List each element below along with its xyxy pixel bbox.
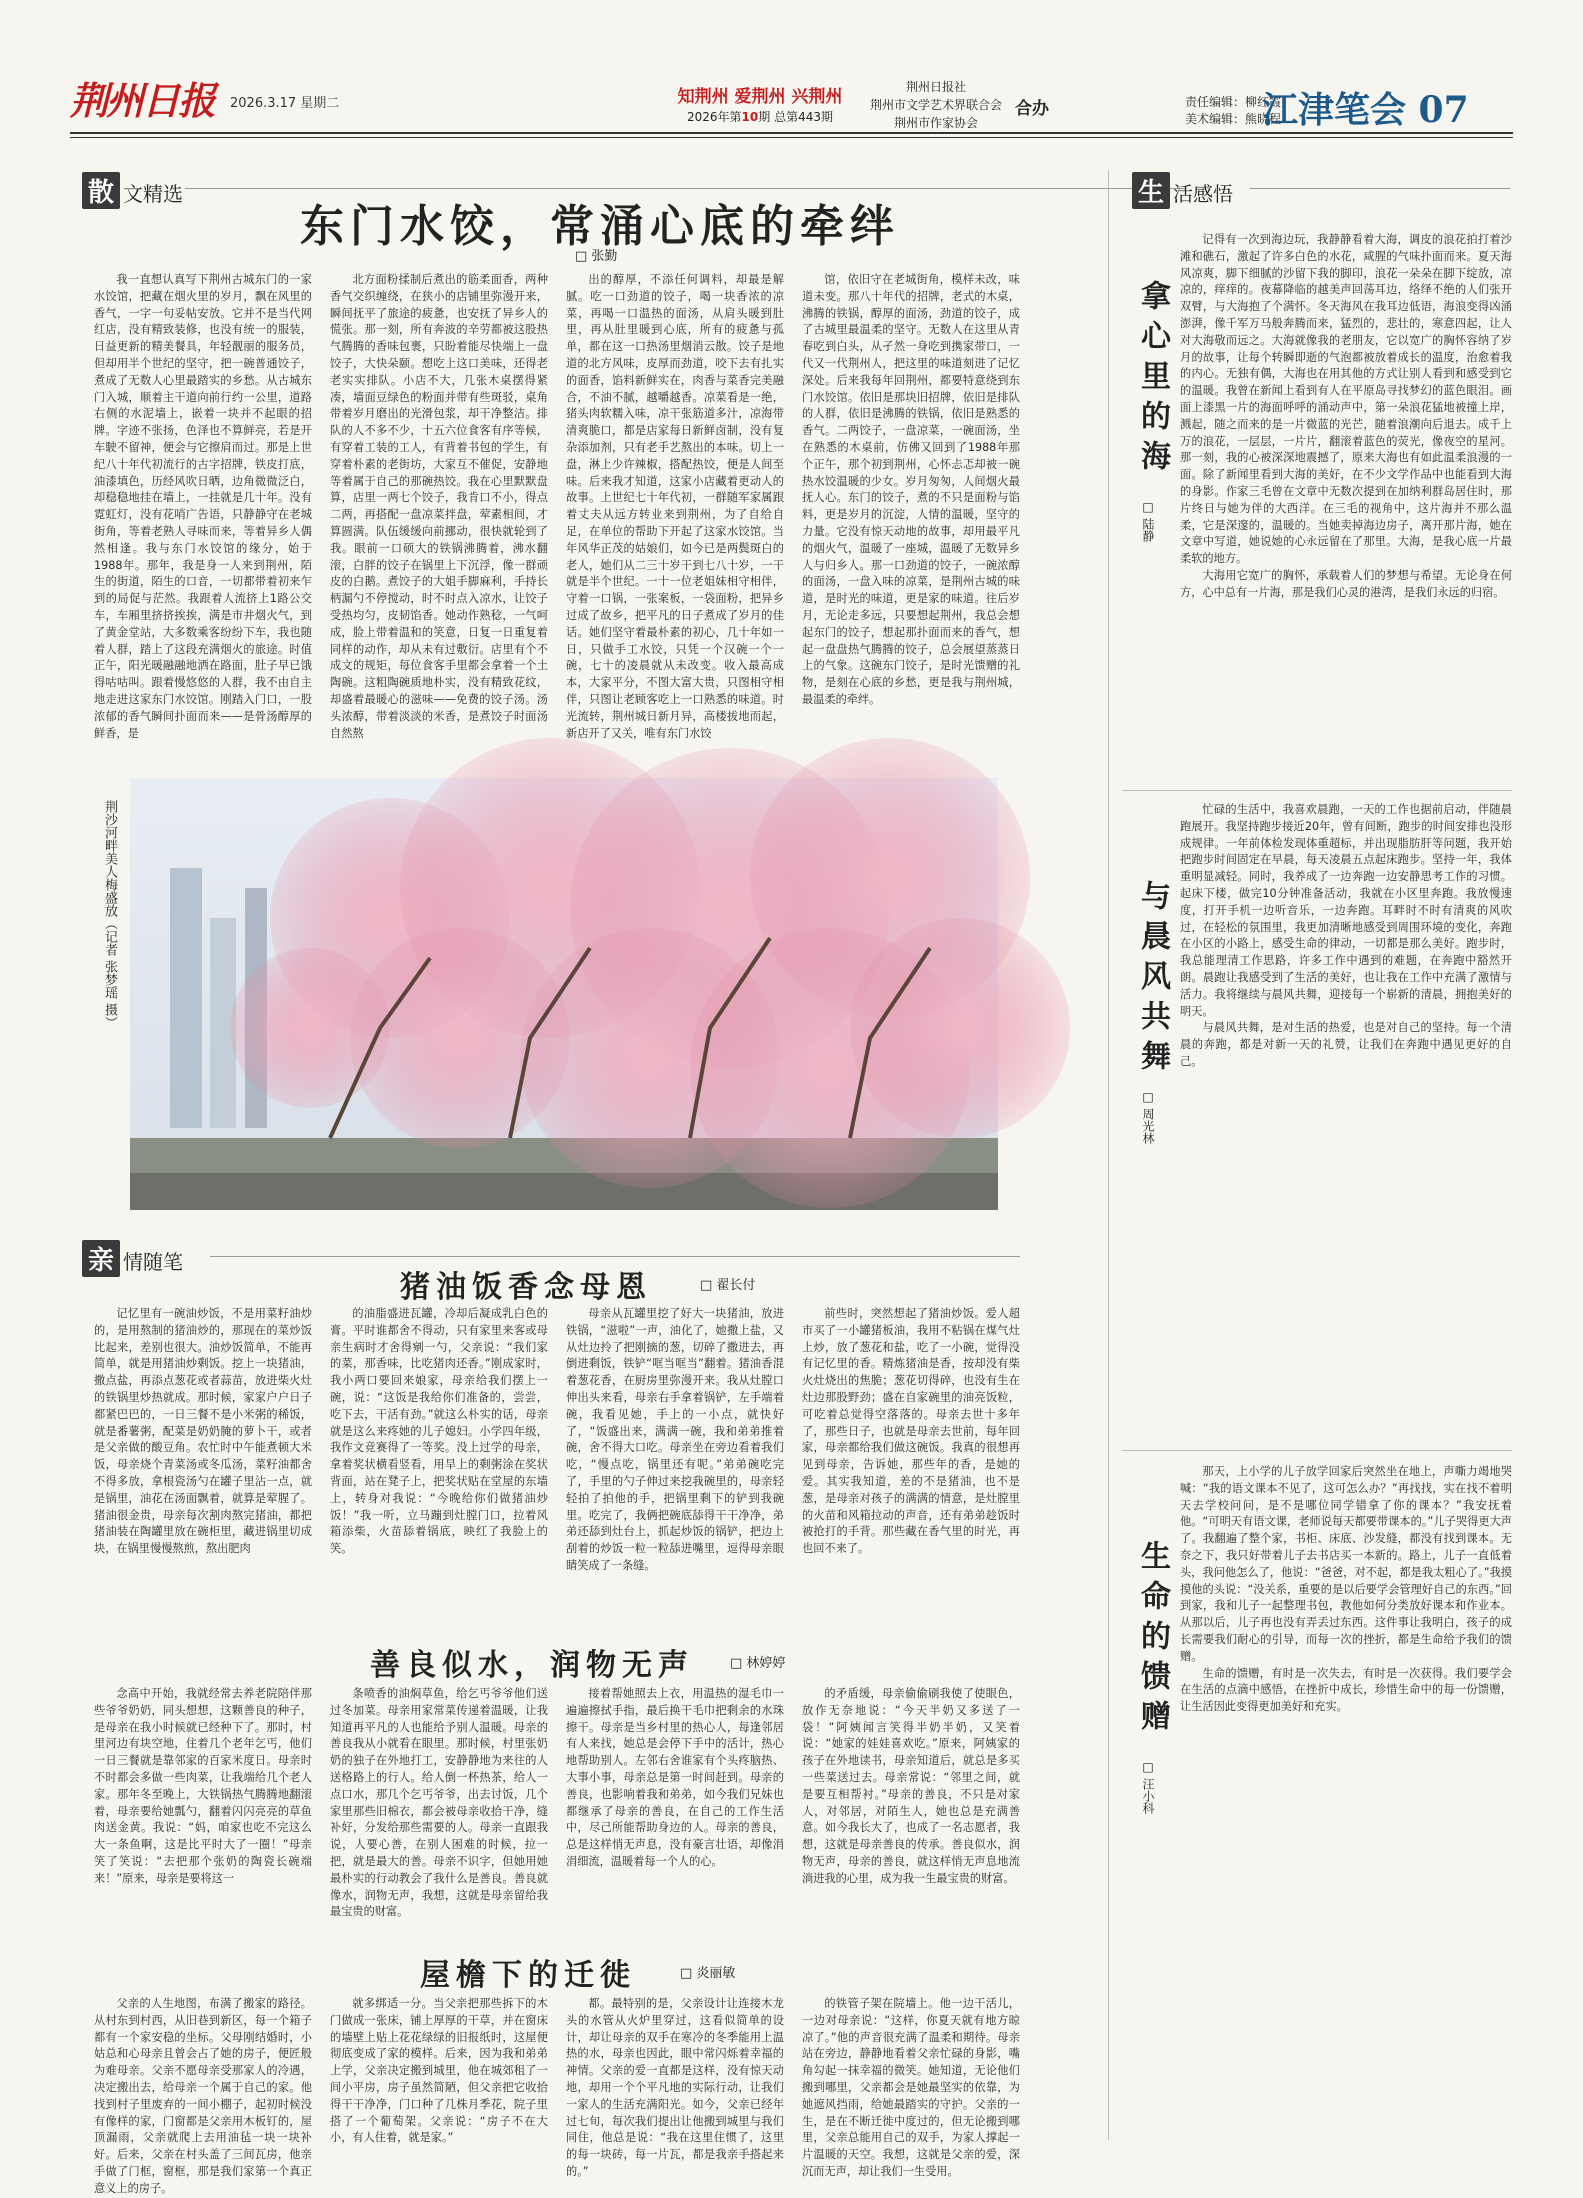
page-header <box>70 70 1513 130</box>
section-line <box>1250 188 1510 189</box>
photo-caption: 荆沙河畔美人梅盛放（记者 张梦瑶 摄） <box>102 800 117 1030</box>
main-article-col-4: 馆，依旧守在老城街角，模样未改，味道未变。那八十年代的招牌，老式的木桌，沸腾的铁锅，醇厚的面汤，劲道的饺子，成了古城里最温柔的坚守。无数人在这里从青春吃到白头，从孑然一身吃到携家带口，一代又一代荆州人，把这里的味道刻进了记忆深处。后来我每年回荆州，都要特意绕到东门水饺馆。依旧是那块旧招牌，依旧是排队的人群，依旧是沸腾的铁锅，依旧是熟悉的香气。二两饺子，一盘凉菜，一碗面汤，坐在熟悉的木桌前，仿佛又回到了1988年那个正午，那个初到荆州，心怀忐忑却被一碗热水饺温暖的少女。岁月匆匆，人间烟火最抚人心。东门的饺子，煮的不只是面粉与馅料，更是岁月的沉淀，人情的温暖，坚守的力量。它没有惊天动地的故事，却用最平凡的烟火气，温暖了一座城，温暖了无数异乡人与归乡人。那一口劲道的饺子，一碗浓醇的面汤，一盘入味的凉菜，是荆州古城的味道，是时光的味道，更是家的味道。往后岁月，无论走多远，只要想起荆州，我总会想起东门的饺子，想起那扑面而来的香气，想起一盘盘热气腾腾的饺子，总会展望蒸蒸日上的气象。这碗东门饺子，是时光馈赠的礼物，是刻在心底的乡愁，更是我与荆州城，最温柔的牵绊。 <box>802 273 1020 706</box>
co-organizers: 荆州日报社 荆州市文学艺术界联合会 荆州市作家协会 <box>870 80 1003 130</box>
issue-date: 2026.3.17 星期二 <box>230 96 340 111</box>
family-article-2-col-1: 念高中开始，我就经常去养老院陪伴那些爷爷奶奶，同头想想，这颗善良的种子，是母亲在我小时候就已经种下了。那时，村里河边有块空地，住着几个老年乞丐，他们一日三餐就是靠邻家的百家米度日。母亲时不时都会多做一些肉菜，让我端给几个老人家。那年冬至晚上，大铁锅热气腾腾地翻滚着，母亲要给她瓢勺，翻着闪闪亮亮的草鱼肉送金黄。我说：“妈，咱家也吃不完这么大一条鱼啊，这是比平时大了一圈！”母亲笑了笑说：“去把那个张奶的陶瓷长碗端来！”原来，母亲是要将这一 <box>94 1687 312 1885</box>
family-article-1-title: 猪油饭香念母恩 <box>400 1270 652 1305</box>
plum-blossom-photo <box>130 778 998 1210</box>
editor-credits: 责任编辑：柳红霞 美术编辑：熊晓程 <box>1185 95 1282 126</box>
family-article-2-col-3: 接着帮她照去上衣，用温热的湿毛巾一遍遍擦拭手指，最后换干毛巾把剩余的水珠擦干。母亲是当乡村里的热心人，每逢邻居有人来找，她总是会停下手中的活计，热心地帮助别人。左邻右舍谁家有个头疼脑热、大事小事，母亲总是第一时间赶到。母亲的善良，也影响着我和弟弟，如今我们兄妹也都继承了母亲的善良，在自己的工作生活中，尽己所能帮助身边的人。母亲的善良，总是这样悄无声息，没有豪言壮语，却像涓涓细流，温暖着每一个人的心。 <box>566 1687 784 1868</box>
section-line <box>210 1256 1020 1257</box>
newspaper-logo: 荆州日报 <box>70 78 215 123</box>
main-article-col-2: 北方面粉揉制后煮出的筋柔面香，两种香气交织缠绕，在狭小的店铺里弥漫开来，瞬间抚平了旅途的疲惫，也安抚了异乡人的慌张。那一刻，所有奔波的辛劳都被这股热气腾腾的香味包裹，只盼着能尽快端上一盘饺子，大快朵颐。想吃上这口美味，还得老老实实排队。小店不大，几张木桌摆得紧凑，墙面豆绿色的粉面并带有些斑驳，桌角带着岁月磨出的光滑包浆，却干净整洁。排队的人不多不少，十五六位食客有序等候，有穿着工装的工人，有背着书包的学生，有穿着朴素的老街坊，大家互不催促，安静地等着属于自己的那碗热饺。我在心里默默盘算，店里一两七个饺子，我肯口不小，得点二两，再搭配一盘凉菜拌盘，荤素相间，才算圆满。队伍缓缓向前挪动，很快就轮到了我。眼前一口硕大的铁锅沸腾着，沸水翻滚，白胖的饺子在锅里上下沉浮，像一群顽皮的白鹅。煮饺子的大姐手脚麻利，手持长柄漏勺不停搅动，时不时点入凉水，让饺子受热均匀，皮韧馅香。她动作熟稔，一气呵成，脸上带着温和的笑意，日复一日重复着同样的动作，却从未有过敷衍。店里有个不成文的规矩，每位食客手里都会拿着一个土陶碗。这粗陶碗质地朴实，没有精致花纹，却盛着最暖心的滋味——免费的饺子汤。汤头浓醇，带着淡淡的米香，是煮饺子时面汤自然熬 <box>330 273 548 740</box>
section-line <box>185 188 1185 189</box>
family-article-1-byline: □ 翟长付 <box>700 1278 756 1293</box>
family-article-2-col-4: 的矛盾缓，母亲偷偷刷我使了使眼色，放作无奈地说：“今天半奶又多送了一袋！”阿姨闻言笑得半奶半奶，又笑着说：“她家的娃娃喜欢吃。”原来，阿姨家的孩子在外地读书，母亲知道后，就总是多买一些菜送过去。母亲常说：“邻里之间，就是要互相帮衬。”母亲的善良，不只是对家人，对邻居，对陌生人，她也总是充满善意。如今我长大了，也成了一名志愿者，我想，这就是母亲善良的传承。善良似水，润物无声，母亲的善良，就这样悄无声息地流淌进我的心里，成为我一生最宝贵的财富。 <box>802 1687 1020 1885</box>
family-article-3-col-3: 都。最特别的是，父亲设计让连接木龙头的水管从火炉里穿过，这看似简单的设计，却让母亲的双手在寒冷的冬季能用上温热的水，母亲也因此，眼中常闪烁着幸福的神情。父亲的爱一直都是这样，没有惊天动地，却用一个个平凡地的实际行动，让我们一家人的生活充满阳光。如今，父亲已经年过七旬，每次我们提出让他搬到城里与我们同住，他总是说：“我在这里住惯了，这里的每一块砖，每一片瓦，都是我亲手搭起来的。” <box>566 1997 784 2178</box>
family-article-2-col-2: 条喷香的油焖草鱼，给乞丐爷爷他们送过冬加菜。母亲用家常菜传递着温暖，让我知道再平凡的人也能给予别人温暖。母亲的善良我从小就看在眼里。那时候，村里张奶奶的独子在外地打工，安静静地为来往的人送格路上的行人。给人倒一杯热茶，给人一点口水，那几个乞丐爷爷，出去讨饭，几个家里那些旧棉衣，都会被母亲收拾干净，缝补好，分发给那些需要的人。母亲一直跟我说，人要心善，在别人困难的时候，拉一把，就是最大的善。母亲不识字，但她用她最朴实的行动教会了我什么是善良。善良就像水，润物无声，我想，这就是母亲留给我最宝贵的财富。 <box>330 1687 548 1919</box>
section-essay: 散 文精选 <box>82 172 183 209</box>
main-article-col-1: 我一直想认真写下荆州古城东门的一家水饺馆，把藏在烟火里的岁月，飘在风里的香气，一字一句妥帖安放。它并不是当代网红店，没有精致装修，也没有统一的服装，日益更新的精美餐具，年轻靓丽的服务员，但却用半个世纪的坚守，把一碗普通饺子，煮成了无数人心里最踏实的乡愁。从古城东门入城，顺着主干道向前行约一公里，道路右侧的水泥墙上，嵌着一块并不起眼的招牌。字迹不张扬，色泽也不算鲜亮，若是开车駛不留神，便会与它擦肩而过。那是上世纪八十年代初流行的古字招牌，铁皮打底，油漆填色，历经风吹日晒，边角微微泛白，却稳稳地挂在墙上，一挂就是几十年。没有霓虹灯，没有花哨广告语，只静静守在老城街角，等着老熟人寻味而来，等着异乡人偶然相逢。我与东门水饺馆的缘分，始于1988年。那年，我是身一人来到荆州，陌生的街道，陌生的口音，一切都带着初来乍到的局促与茫然。我跟着人流挤上1路公交车，车厢里挤挤挨挨，满是市井烟火气，到了黄金堂站，大多数乘客纷纷下车，我也随着人群，踏上了这段充满烟火的旅途。时值正午，阳光暖融融地洒在路面，肚子早已饿得咕咕叫。跟着慢悠悠的人群，我不由自主地走进这家东门水饺馆。刚踏入门口，一股浓郁的香气瞬间扑面而来——是骨汤醇厚的鲜香，是 <box>94 273 312 740</box>
article-divider <box>1122 790 1512 791</box>
section-family: 亲 情随笔 <box>82 1240 183 1277</box>
header-rule <box>70 132 1513 134</box>
main-article-title: 东门水饺，常涌心底的牵绊 <box>300 201 900 252</box>
life-article-3-body: 那天，上小学的儿子放学回家后突然坐在地上，声嘶力竭地哭喊：“我的语文课本不见了，这可怎么办？”再找找，实在找不着明天去学校问问，是不是哪位同学错拿了你的课本？”我安抚着他。“可明天有语文课，老师说每天都要带课本的。”儿子哭得更大声了。我翻遍了整个家，书柜、床底、沙发缝，都没有找到课本。无奈之下，我只好带着儿子去书店买一本新的。路上，儿子一直低着头，我问他怎么了，他说：“爸爸，对不起，都是我太粗心了。”我摸摸他的头说：“没关系，重要的是以后要学会管理好自己的东西。”回到家，我和儿子一起整理书包，教他如何分类放好课本和作业本。从那以后，儿子再也没有弄丢过东西。这件事让我明白，孩子的成长需要我们耐心的引导，而每一次的挫折，都是生命给予我们的馈赠。 生命的馈赠，有时是一次失去，有时是一次获得。我们要学会在生活的点滴中感悟，在挫折中成长，珍惜生命中的每一份馈赠，让生活因此变得更加美好和充实。 <box>1180 1465 1512 1714</box>
family-article-3-col-4: 的铁管子架在院墙上。他一边干活儿，一边对母亲说：“这样，你夏天就有地方晾凉了。”他的声音很充满了温柔和期待。母亲站在旁边，静静地看着父亲忙碌的身影，嘴角勾起一抹幸福的微笑。她知道，无论他们搬到哪里，父亲都会是她最坚实的依靠，为她遮风挡雨，给她最踏实的守护。父亲的一生，是在不断迁徙中度过的，但无论搬到哪里，父亲总能用自己的双手，为家人撑起一片温暖的天空。我想，这就是父亲的爱，深沉而无声，却让我们一生受用。 <box>802 1997 1020 2178</box>
life-article-2-title: 与晨风共舞 <box>1135 880 1170 1080</box>
column-divider <box>1108 170 1109 2140</box>
family-article-1-col-4: 前些时，突然想起了猪油炒饭。爱人超市买了一小罐猪板油，我用不粘锅在煤气灶上炒，放了葱花和盐，吃了一小碗，觉得没有记忆里的香。精炼猪油是香，按却没有柴火灶烧出的焦脆；葱花切得碎，也没有生在灶边那股野劲；盛在自家碗里的油亮饭粒，可吃着总觉得空落落的。母亲去世十多年了，那些日子，也就是母亲去世前，每年回家，母亲都给我们做这碗饭。我真的很想再见到母亲，告诉她，那些年的香，是她的爱。其实我知道，差的不是猪油，也不是葱，是母亲对孩子的满满的情意，是灶膛里的火苗和风箱拉动的声音，还有弟弟趁饭时被抢打的手背。那些藏在香气里的时光，再也回不来了。 <box>802 1307 1020 1556</box>
header-slogan: 知荆州 爱荆州 兴荆州 <box>677 87 843 107</box>
life-article-2-body: 忙碌的生活中，我喜欢晨跑，一天的工作也据前启动，伴随晨跑展开。我坚持跑步接近20年，曾有间断，跑步的时间安排也没形成规律。一年前体检发现体重超标，并出现脂肪肝等问题，我开始把跑步时间固定在早晨，每天凌晨五点起床跑步。坚持一年，我体重明显减轻。同时，我养成了一边奔跑一边安静思考工作的习惯。起床下楼，做完10分钟准备活动，我就在小区里奔跑。我放慢速度，打开手机一边听音乐，一边奔跑。耳畔时不时有清爽的风吹过，在轻松的氛围里，我更加清晰地感受到周围环境的变化，奔跑在小区的小路上，感受生命的律动，一切都是那么美好。跑步时，我总能理清工作思路，许多工作中遇到的难题，在奔跑中豁然开朗。晨跑让我感受到了生活的美好，也让我在工作中充满了激情与活力。我将继续与晨风共舞，迎接每一个崭新的清晨，拥抱美好的明天。 与晨风共舞，是对生活的热爱，也是对自己的坚持。每一个清晨的奔跑，都是对新一天的礼赞，让我们在奔跑中遇见更好的自己。 <box>1180 803 1512 1068</box>
section-life: 生 活感悟 <box>1132 172 1233 209</box>
family-article-3-title: 屋檐下的迁徙 <box>420 1958 636 1993</box>
header-rule-thin <box>70 137 1513 138</box>
life-article-1-byline: □ 陆静 <box>1141 500 1155 542</box>
family-article-3-col-2: 就多绑适一分。当父亲把那些拆下的木门做成一张床，铺上厚厚的干草，并在窗床的墙壁上贴上花花绿绿的旧报纸时，这屋便彻底变成了家的模样。后来，因为我和弟弟上学，父亲决定搬到城里，他在城郊租了一间小平房，房子虽然简陋，但父亲把它收拾得干干净净，门口种了几株月季花，院子里搭了一个葡萄架。父亲说：“房子不在大小，有人住着，就是家。” <box>330 1997 548 2145</box>
family-article-1-col-2: 的油脂盛进瓦罐，冷却后凝成乳白色的膏。平时谁都舍不得动，只有家里来客或母亲生病时才舍得剜一勺，父亲说：“我们家的菜，那香味，比吃猪肉还香。”刚成家时，我小两口要回来娘家，母亲给我们摆上一碗，说：“这饭是我给你们准备的，尝尝，吃下去，干活有劲。”就这么朴实的话，母亲就是这么来疼她的儿子媳妇。小学四年级，我作文竞赛得了一等奖。没上过学的母亲，拿着奖状横看竖看，用旱上的剩粥涂在奖状背面，站在凳子上，把奖状贴在堂屋的东墙上，转身对我说：“今晚给你们做猪油炒饭！”我一听，立马蹦到灶膛门口，拉着风箱添柴，火苗舔着锅底，映红了我脸上的笑。 <box>330 1307 548 1556</box>
life-article-3-byline: □ 汪小科 <box>1141 1760 1155 1814</box>
main-article-byline: □ 张勤 <box>575 249 618 264</box>
family-article-3-byline: □ 炎丽敏 <box>680 1966 736 1981</box>
family-article-2-byline: □ 林婷婷 <box>730 1656 786 1671</box>
article-divider <box>1122 1450 1512 1451</box>
issue-number: 2026年第10期 总第443期 <box>687 110 833 124</box>
family-article-2-title: 善良似水，润物无声 <box>370 1648 694 1683</box>
co-host-label: 合办 <box>1015 99 1049 119</box>
page-name: 江津笔会 07 <box>1262 89 1469 131</box>
life-article-2-byline: □ 周光林 <box>1141 1090 1155 1144</box>
family-article-3-col-1: 父亲的人生地图，布满了搬家的路径。从村东到村西，从旧巷到新区，每一个箱子都有一个家安稳的坐标。父母刚结婚时，小姑总和心母亲且曾会占了她的房子，便匠般为难母亲。父亲不愿母亲受那家人的冷遇，决定搬出去，给母亲一个属于自己的家。他找到村子里废弃的一间小棚子，起初时候没有像样的家，门窗都是父亲用木板钉的，屋顶漏雨，父亲就爬上去用油毡一块一块补好。后来，父亲在村头盖了三间瓦房，他亲手做了门框，窗框，那是我们家第一个真正意义上的房子。 <box>94 1997 312 2195</box>
life-article-1-body: 记得有一次到海边玩，我静静看着大海，调皮的浪花拍打着沙滩和礁石，激起了许多白色的水花，咸腥的气味扑面而来。夏天海风凉爽，脚下细腻的沙留下我的脚印，浪花一朵朵在脚下绽放，凉凉的，痒痒的。夜幕降临的越美声回荡耳边，络绎不绝的人们张开双臂，与大海抱了个满怀。冬天海风在我耳边低语，海浪变得凶涌澎湃，像千军万马般奔腾而来，猛烈的，悲壮的，寒意四起，让人对大海敬而远之。大海就像我的老朋友，它以宽广的胸怀容纳了岁月的故事，让每个转瞬即逝的气泡都被放着成长的温度，治愈着我的内心。无独有偶，大海也在用其他的方式让别人看到和感受到它的温暖。我曾在新闻上看到有人在平原岛寻找梦幻的蓝色眼泪。画面上漆黑一片的海面呼呼的涌动声中，第一朵浪花猛地被撞上岸，溅起，随之而来的是一片微蓝的光芒，随着浪潮向后退去。成千上万的浪花，一层层，一片片，翻滚着蓝色的荧光，像夜空的星河。那一刻，我的心被深深地震撼了，原来大海也有如此温柔浪漫的一面。除了新闻里看到大海的美好，在不少文学作品中也能看到大海的身影。作家三毛曾在文章中无数次提到在加纳利群岛居住时，那片终日与她为伴的大西洋。在三毛的视角中，这片海并不那么温柔，它是深邃的，温暖的。当她卖掉海边房子，离开那片海，她在文章中写道，她说她的心永远留在了那里。大海，是我心底一片最柔软的地方。 大海用它宽广的胸怀，承载着人们的梦想与希望。无论身在何方，心中总有一片海，那是我们心灵的港湾，是我们永远的归宿。 <box>1180 233 1512 599</box>
main-article-col-3: 出的醇厚，不添任何调料，却最是解腻。吃一口劲道的饺子，喝一块香浓的凉菜，再喝一口温热的面汤，从肩头暖到肚里，再从肚里暖到心底，所有的疲惫与孤单，都在这一口热汤里烟消云散。饺子是地道的北方风味，皮厚而劲道，咬下去有扎实的面香，馅料新鲜实在，肉香与菜香完美融合，不油不腻，越嚼越香。凉菜看是一绝，猪头肉软糯入味，凉干张筋道多汁，凉海带清爽脆口，都是店家每日新鲜卤制，没有复杂添加剂，只有老手艺熬出的本味。切上一盘，淋上少许辣椒，搭配热饺，便是人间至味。后来我才知道，这家小店藏着更动人的故事。上世纪七十年代初，一群随军家属跟着丈夫从远方转业来到荆州，为了自给自足，在单位的帮助下开起了这家水饺馆。当年风华正茂的姑娘们，如今已是两鬓斑白的老人，她们从二三十岁干到七八十岁，一干就是半个世纪。一十一位老姐妹相守相伴，守着一口锅，一张案板，一袋面粉，把异乡过成了故乡，把平凡的日子煮成了岁月的佳话。她们坚守着最朴素的初心，几十年如一日，只做手工水饺，只凭一个汉碗一个一碗，七十的凌晨就从未改变。收入最高成本，大家平分，不图大富大贵，只图相守相伴，只图让老顾客吃上一口熟悉的味道。时光流转，荆州城日新月异，高楼拔地而起，新店开了又关，唯有东门水饺 <box>566 273 784 740</box>
life-article-1-title: 拿心里的海 <box>1135 280 1170 480</box>
family-article-1-col-3: 母亲从瓦罐里挖了好大一块猪油，放进铁锅，“滋啦”一声，油化了，她撒上盐，又从灶边拎了把刚摘的葱，切碎了撒进去，再倒进剩饭，铁铲“哐当哐当”翻着。猪油香混着葱花香，在厨房里弥漫开来。我从灶膛口伸出头来看，母亲右手拿着锅铲，左手端着碗，我看见她，手上的一小点，就快好了，“饭盛出来，满满一碗，我和弟弟推着碗，舍不得大口吃。母亲坐在旁边看着我们吃，“慢点吃，锅里还有呢。”弟弟碗吃完了，手里的勺子伸过来挖我碗里的，母亲轻轻拍了拍他的手，把锅里剩下的铲到我碗里。吃完了，我俩把碗底舔得干干净净，弟弟还舔到灶台上，抓起炒饭的锅铲，把边上刮着的炒饭一粒一粒舔进嘴里，逗得母亲眼睛笑成了一条缝。 <box>566 1307 784 1572</box>
family-article-1-col-1: 记忆里有一碗油炒饭，不是用菜籽油炒的，是用熬制的猪油炒的，那现在的菜炒饭比起来，差别也很大。油炒饭简单，不能再简单，就是用猪油炒剩饭。挖上一块猪油，撒点盐，再添点葱花或者蒜苗，放进柴火灶的铁锅里炒热就成。那时候，家家户户日子都紧巴巴的，一日三餐不是小米粥的稀饭，就是番薯粥，配菜是奶奶腌的萝卜干，或者是父亲做的酸豆角。农忙时中午能煮顿大米饭，母亲烧个青菜汤或冬瓜汤，菜籽油都舍不得多放，拿根瓷汤勺在罐子里沾一点，就是锅里，油花在汤面飘着，就算是荤腥了。猪油很金贵，母亲每次割肉熬完猪油，都把猪油装在陶罐里放在碗柜里，藏进锅里切成块，在锅里慢慢熬煎，熬出肥肉 <box>94 1307 312 1556</box>
blossom-image <box>130 778 998 1210</box>
life-article-3-title: 生命的馈赠 <box>1135 1540 1170 1740</box>
